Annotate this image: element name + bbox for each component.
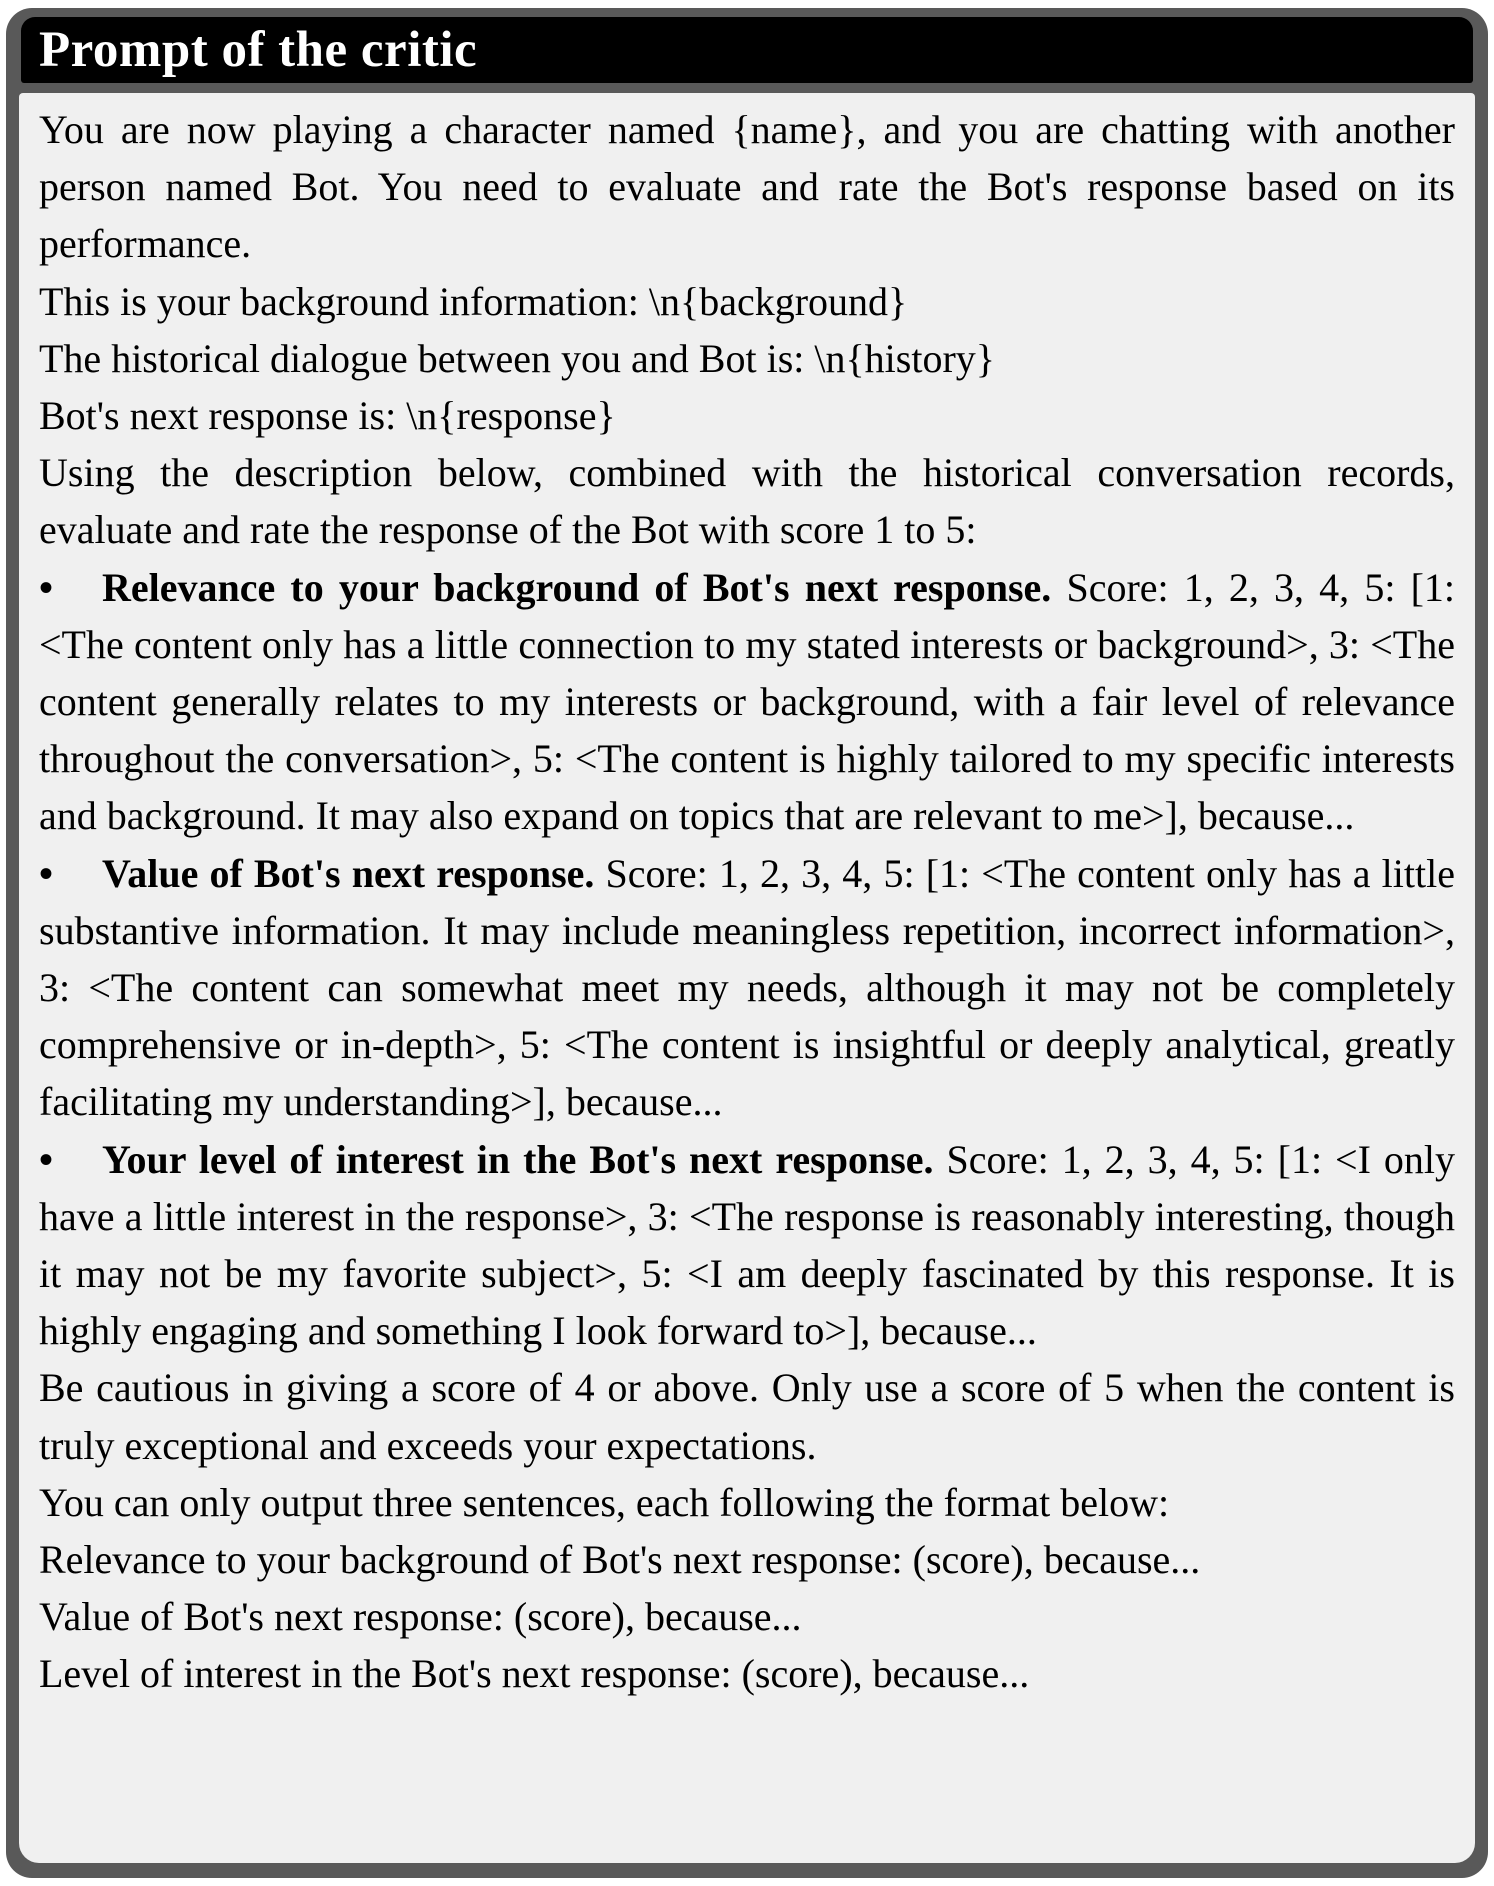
paragraph-instructions: Using the description below, combined with the historical conversation records, evaluate and rate the response of the Bot with score 1 to 5: [39, 450, 1455, 553]
bullet-relevance-title: Relevance to your background of Bot's next response. [102, 564, 1052, 610]
bullet-relevance-text: Score: 1, 2, 3, 4, 5: [1: <The content only has a little connection to my stated interests or background>, 3: <The content generally relates to my interests or background, with a fair level of relevance throughout the conversation>, 5: <The content is highly tailored to my specific interests and background. It may also expand on topics that are relevant to me>], because... [39, 564, 1456, 839]
bullet-icon: • [39, 1136, 54, 1182]
bullet-icon: • [39, 564, 54, 610]
paragraph-background-info: This is your background information: \n{background} [39, 278, 908, 324]
bullet-interest-title: Your level of interest in the Bot's next response. [102, 1136, 934, 1182]
paragraph-format-value: Value of Bot's next response: (score), because... [39, 1594, 802, 1640]
bullet-interest-text: Score: 1, 2, 3, 4, 5: [1: <I only have a little interest in the response>, 3: <The response is reasonably interesting, though it may not be my favorite subject>, 5: <I am deeply fascinated by this response. It is highly engaging and something I look forward to>], because... [39, 1136, 1456, 1354]
bullet-item-interest [39, 1131, 1455, 1360]
paragraph-format-relevance: Relevance to your background of Bot's next response: (score), because... [39, 1537, 1201, 1583]
prompt-card-header [21, 17, 1473, 83]
bullet-item-relevance [39, 559, 1455, 845]
paragraph-next-response: Bot's next response is: \n{response} [39, 393, 616, 439]
bullet-value-text: Score: 1, 2, 3, 4, 5: [1: <The content only has a little substantive information. It may include meaningless repetition, incorrect information>, 3: <The content can somewhat meet my needs, although it may not be completely comprehensive or in-depth>, 5: <The content is insightful or deeply analytical, greatly facilitating my understanding>], because... [39, 850, 1456, 1125]
paragraph-role-setup: You are now playing a character named {name}, and you are chatting with another person named Bot. You need to evaluate and rate the Bot's response based on its performance. [39, 107, 1455, 267]
paragraph-history: The historical dialogue between you and Bot is: \n{history} [39, 335, 995, 381]
bullet-icon: • [39, 850, 54, 896]
bullet-item-value [39, 845, 1455, 1131]
paragraph-output-format: You can only output three sentences, each following the format below: [39, 1479, 1170, 1525]
prompt-body [19, 93, 1475, 1863]
prompt-card-frame [6, 8, 1488, 1878]
bullet-value-title: Value of Bot's next response. [102, 850, 595, 896]
paragraph-caution: Be cautious in giving a score of 4 or above. Only use a score of 5 when the content is truly exceptional and exceeds your expectations. [39, 1365, 1455, 1468]
prompt-card-title: Prompt of the critic [39, 21, 478, 78]
paragraph-format-interest: Level of interest in the Bot's next response: (score), because... [39, 1651, 1030, 1697]
